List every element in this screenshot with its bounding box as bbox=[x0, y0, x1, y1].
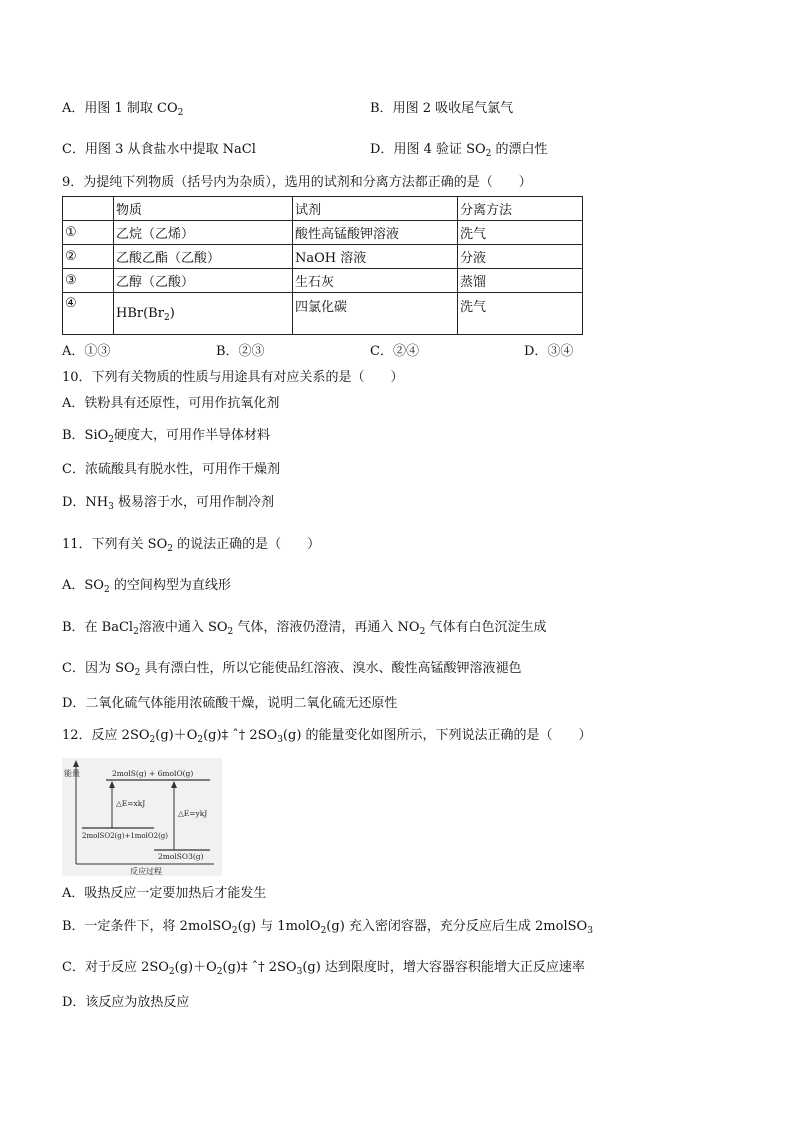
subscript: 2 bbox=[167, 544, 173, 554]
q10-stem: 10．下列有关物质的性质与用途具有对应关系的是（ ） bbox=[62, 370, 404, 385]
subscript: 2 bbox=[216, 967, 223, 977]
delta-y-label: △E=ykJ bbox=[178, 809, 208, 818]
option-text: 的漂白性 bbox=[491, 142, 548, 157]
q11-option-d: D．二氧化硫气体能用浓硫酸干燥，说明二氧化硫无还原性 bbox=[62, 696, 398, 711]
q9-option-c: C．②④ bbox=[370, 344, 419, 359]
table-row bbox=[63, 221, 583, 245]
option-label: D． bbox=[370, 142, 394, 157]
substance-cell: 乙酸乙酯（乙酸） bbox=[114, 245, 293, 269]
q11-stem bbox=[62, 536, 320, 554]
row-number: ① bbox=[63, 221, 114, 245]
option-text: B．SiO bbox=[62, 428, 109, 443]
q8-option-c bbox=[62, 141, 256, 159]
option-label: A． bbox=[62, 101, 85, 116]
q9-option-d: D．③④ bbox=[524, 344, 574, 359]
option-text: D．NH bbox=[62, 495, 109, 510]
table-row bbox=[63, 269, 583, 293]
option-text: 用图 1 制取 CO bbox=[84, 101, 178, 116]
q9-option-b: B．②③ bbox=[216, 344, 265, 359]
option-text: 的空间构型为直线形 bbox=[109, 578, 231, 593]
table-row bbox=[63, 293, 583, 335]
formula-text: ) bbox=[169, 306, 175, 321]
subscript: 2 bbox=[108, 435, 115, 445]
subscript: 3 bbox=[108, 502, 114, 512]
q11-option-b bbox=[62, 619, 546, 637]
q12-option-a: A．吸热反应一定要加热后才能发生 bbox=[62, 886, 267, 901]
option-text: 硬度大，可用作半导体材料 bbox=[114, 428, 271, 443]
q9-option-a: A．①③ bbox=[62, 344, 111, 359]
q12-option-c bbox=[62, 959, 585, 977]
subscript: 3 bbox=[277, 735, 283, 745]
method-cell: 洗气 bbox=[458, 221, 583, 245]
row-number: ③ bbox=[63, 269, 114, 293]
subscript: 2 bbox=[419, 627, 426, 637]
delta-y-arrowhead bbox=[171, 781, 177, 788]
q12-option-b bbox=[62, 918, 593, 936]
substance-cell bbox=[114, 293, 293, 335]
subscript: 2 bbox=[485, 149, 492, 159]
q10-option-b bbox=[62, 427, 270, 445]
q11-option-a bbox=[62, 577, 231, 595]
option-label: B． bbox=[370, 101, 393, 116]
subscript: 2 bbox=[168, 967, 175, 977]
subscript: 2 bbox=[177, 108, 184, 118]
option-text: (g)＋O bbox=[174, 960, 217, 975]
q10-option-d bbox=[62, 494, 274, 512]
option-text: (g)‡ ˆ† 2SO bbox=[222, 960, 297, 975]
option-text: 极易溶于水，可用作制冷剂 bbox=[113, 495, 275, 510]
option-text: C．因为 SO bbox=[62, 661, 135, 676]
left-level-label: 2molSO2(g)+1molO2(g) bbox=[82, 832, 169, 840]
option-text: 具有漂白性，所以它能使品红溶液、溴水、酸性高锰酸钾溶液褪色 bbox=[140, 661, 522, 676]
stem-text: (g)＋O bbox=[155, 728, 198, 743]
q11-option-c bbox=[62, 660, 522, 678]
option-text: C．浓硫酸具有脱水性，可用作干燥剂 bbox=[62, 462, 280, 477]
q9-stem: 9．为提纯下列物质（括号内为杂质），选用的试剂和分离方法都正确的是（ ） bbox=[62, 175, 532, 190]
option-text: B．一定条件下，将 2molSO bbox=[62, 919, 232, 934]
q10-option-c bbox=[62, 461, 280, 479]
delta-x-arrowhead bbox=[109, 781, 115, 788]
stem-text: 11．下列有关 SO bbox=[62, 537, 168, 552]
subscript: 2 bbox=[320, 926, 327, 936]
substance-cell: 乙烷（乙烯） bbox=[114, 221, 293, 245]
row-number: ④ bbox=[63, 293, 114, 335]
q12-stem bbox=[62, 727, 592, 745]
right-level-label: 2molSO3(g) bbox=[158, 852, 204, 861]
option-text: 用图 4 验证 SO bbox=[393, 142, 486, 157]
option-text: C．对于反应 2SO bbox=[62, 960, 169, 975]
option-text: A．铁粉具有还原性，可用作抗氧化剂 bbox=[62, 396, 280, 411]
row-number: ② bbox=[63, 245, 114, 269]
subscript: 2 bbox=[103, 585, 110, 595]
subscript: 3 bbox=[587, 926, 593, 936]
table-header-row bbox=[63, 197, 583, 221]
q12-option-d: D．该反应为放热反应 bbox=[62, 995, 190, 1010]
option-text: 溶液中通入 SO bbox=[138, 620, 228, 635]
subscript: 2 bbox=[227, 627, 234, 637]
header-cell bbox=[63, 197, 114, 221]
option-text: A．SO bbox=[62, 578, 104, 593]
option-text: 气体有白色沉淀生成 bbox=[425, 620, 547, 635]
table-row bbox=[63, 245, 583, 269]
formula-text: HBr(Br bbox=[116, 306, 164, 321]
top-level-label: 2molS(g) + 6molO(g) bbox=[112, 769, 194, 778]
q8-option-b bbox=[370, 100, 513, 118]
subscript: 2 bbox=[149, 735, 156, 745]
option-text: (g) 达到限度时，增大容器容积能增大正反应速率 bbox=[302, 960, 585, 975]
y-axis-label: 能量 bbox=[64, 769, 80, 778]
stem-text: (g)‡ ˆ† 2SO bbox=[203, 728, 278, 743]
x-axis-label: 反应过程 bbox=[130, 867, 162, 876]
reagent-cell: NaOH 溶液 bbox=[293, 245, 458, 269]
option-label: C． bbox=[62, 142, 85, 157]
energy-diagram bbox=[62, 758, 222, 876]
header-cell: 分离方法 bbox=[458, 197, 583, 221]
option-text: (g) 充入密闭容器，充分反应后生成 2molSO bbox=[326, 919, 588, 934]
stem-text: 的说法正确的是（ ） bbox=[172, 537, 321, 552]
subscript: 2 bbox=[231, 926, 238, 936]
option-text: 用图 3 从食盐水中提取 NaCl bbox=[84, 142, 256, 157]
q8-option-d bbox=[370, 141, 548, 159]
delta-x-label: △E=xkJ bbox=[116, 799, 146, 808]
subscript: 2 bbox=[134, 668, 141, 678]
y-axis-arrow bbox=[73, 760, 79, 767]
stem-text: 12．反应 2SO bbox=[62, 728, 150, 743]
subscript: 2 bbox=[197, 735, 204, 745]
subscript: 2 bbox=[133, 627, 139, 637]
stem-text: (g) 的能量变化如图所示，下列说法正确的是（ ） bbox=[282, 728, 592, 743]
subscript: 2 bbox=[163, 313, 170, 323]
energy-diagram-svg bbox=[62, 758, 222, 876]
header-cell: 物质 bbox=[114, 197, 293, 221]
reagent-cell: 生石灰 bbox=[293, 269, 458, 293]
q10-option-a bbox=[62, 395, 279, 413]
method-cell: 蒸馏 bbox=[458, 269, 583, 293]
reagent-cell: 酸性高锰酸钾溶液 bbox=[293, 221, 458, 245]
q9-table bbox=[62, 196, 583, 335]
method-cell: 洗气 bbox=[458, 293, 583, 335]
option-text: 用图 2 吸收尾气氯气 bbox=[392, 101, 514, 116]
q8-option-a bbox=[62, 100, 183, 118]
reagent-cell: 四氯化碳 bbox=[293, 293, 458, 335]
method-cell: 分液 bbox=[458, 245, 583, 269]
option-text: B．在 BaCl bbox=[62, 620, 134, 635]
option-text: (g) 与 1molO bbox=[237, 919, 321, 934]
header-cell: 试剂 bbox=[293, 197, 458, 221]
subscript: 3 bbox=[296, 967, 303, 977]
substance-cell: 乙醇（乙酸） bbox=[114, 269, 293, 293]
option-text: 气体，溶液仍澄清，再通入 NO bbox=[233, 620, 420, 635]
